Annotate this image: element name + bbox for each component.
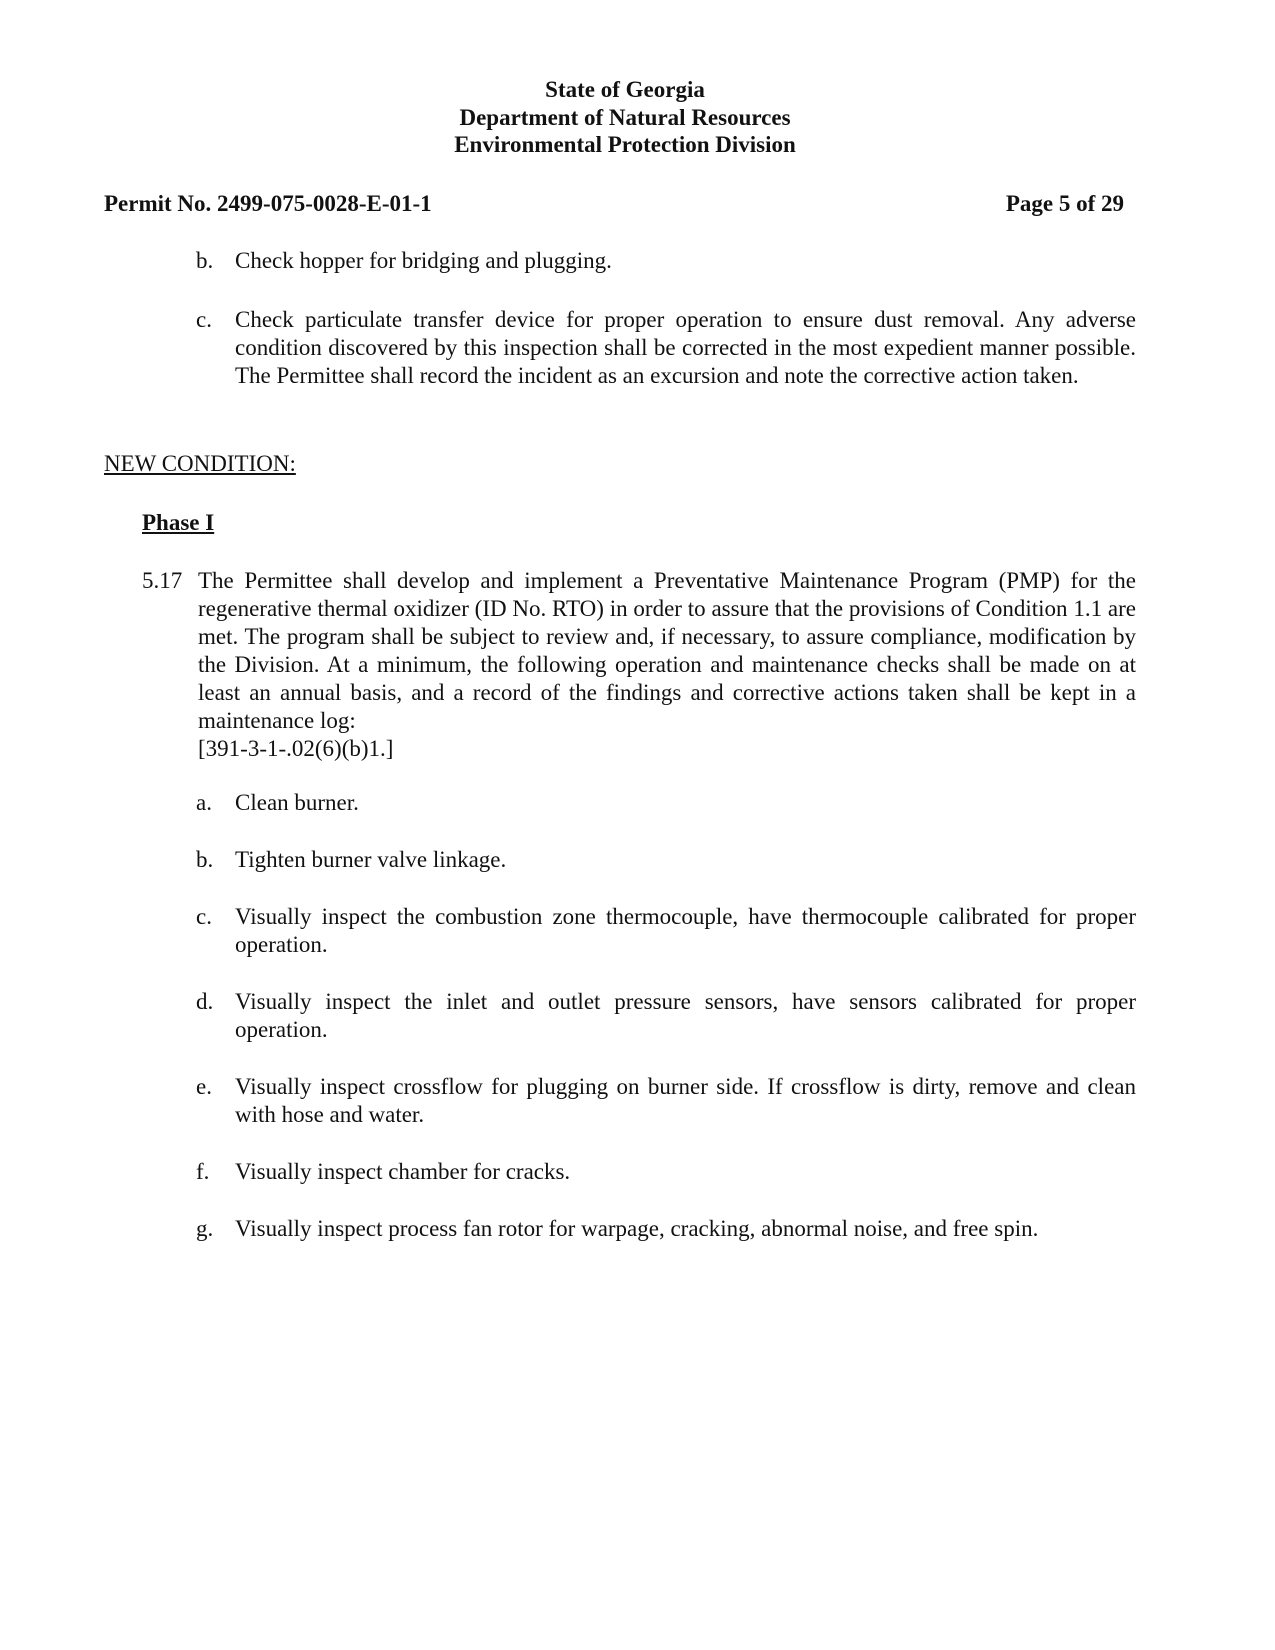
list-item-text: Visually inspect the combustion zone thermocouple, have thermocouple calibrated for proper operation. [235, 904, 1136, 957]
list-item [196, 789, 1136, 817]
list-item [196, 846, 1136, 874]
list-item [196, 1158, 1136, 1186]
list-item-text: Check hopper for bridging and plugging. [235, 248, 612, 273]
list-item-label: d. [196, 989, 214, 1014]
permit-number: Permit No. 2499-075-0028-E-01-1 [104, 191, 432, 216]
condition-reference: [391-3-1-.02(6)(b)1.] [198, 736, 394, 761]
list-item-text: Visually inspect process fan rotor for warpage, cracking, abnormal noise, and free spin. [235, 1216, 1039, 1241]
list-item-label: f. [196, 1159, 210, 1184]
list-item-text: Clean burner. [235, 790, 359, 815]
list-item-text: Tighten burner valve linkage. [235, 847, 507, 872]
list-item [196, 247, 1136, 275]
list-item-label: c. [196, 904, 212, 929]
condition-text: The Permittee shall develop and implement a Preventative Maintenance Program (PMP) for the regenerative thermal oxidizer (ID No. RTO) in order to assure that the provisions of Condition 1.1 are met. The program shall be subject to review and, if necessary, to assure compliance, modification by the Division. At a minimum, the following operation and maintenance checks shall be made on at least an annual basis, and a record of the findings and corrective actions taken shall be kept in a maintenance log: [198, 568, 1136, 733]
document-header [0, 76, 1250, 159]
condition-number: 5.17 [142, 568, 183, 593]
list-item [196, 306, 1136, 390]
list-item [196, 1215, 1136, 1243]
list-item-label: e. [196, 1074, 212, 1099]
list-item-text: Check particulate transfer device for proper operation to ensure dust removal. Any adverse condition discovered by this inspection shall be corrected in the most expedient manner possible. The Permittee shall record the incident as an excursion and note the corrective action taken. [235, 307, 1136, 388]
phase-heading: Phase I [142, 510, 215, 535]
list-item-label: g. [196, 1216, 214, 1241]
page-number: Page 5 of 29 [1005, 191, 1124, 216]
list-item [196, 903, 1136, 959]
header-state: State of Georgia [545, 77, 705, 102]
header-department: Department of Natural Resources [459, 104, 791, 130]
list-item-label: a. [196, 790, 212, 815]
header-division: Environmental Protection Division [454, 132, 796, 157]
list-item [196, 1073, 1136, 1129]
list-item-text: Visually inspect the inlet and outlet pressure sensors, have sensors calibrated for proper operation. [235, 989, 1136, 1042]
list-item-label: c. [196, 307, 212, 332]
list-item-text: Visually inspect chamber for cracks. [235, 1159, 571, 1184]
list-item-text: Visually inspect crossflow for plugging on burner side. If crossflow is dirty, remove and clean with hose and water. [235, 1074, 1136, 1127]
condition-paragraph [142, 567, 1136, 763]
list-item-label: b. [196, 248, 214, 273]
list-item-label: b. [196, 847, 214, 872]
list-item [196, 988, 1136, 1044]
new-condition-heading: NEW CONDITION: [104, 451, 296, 476]
